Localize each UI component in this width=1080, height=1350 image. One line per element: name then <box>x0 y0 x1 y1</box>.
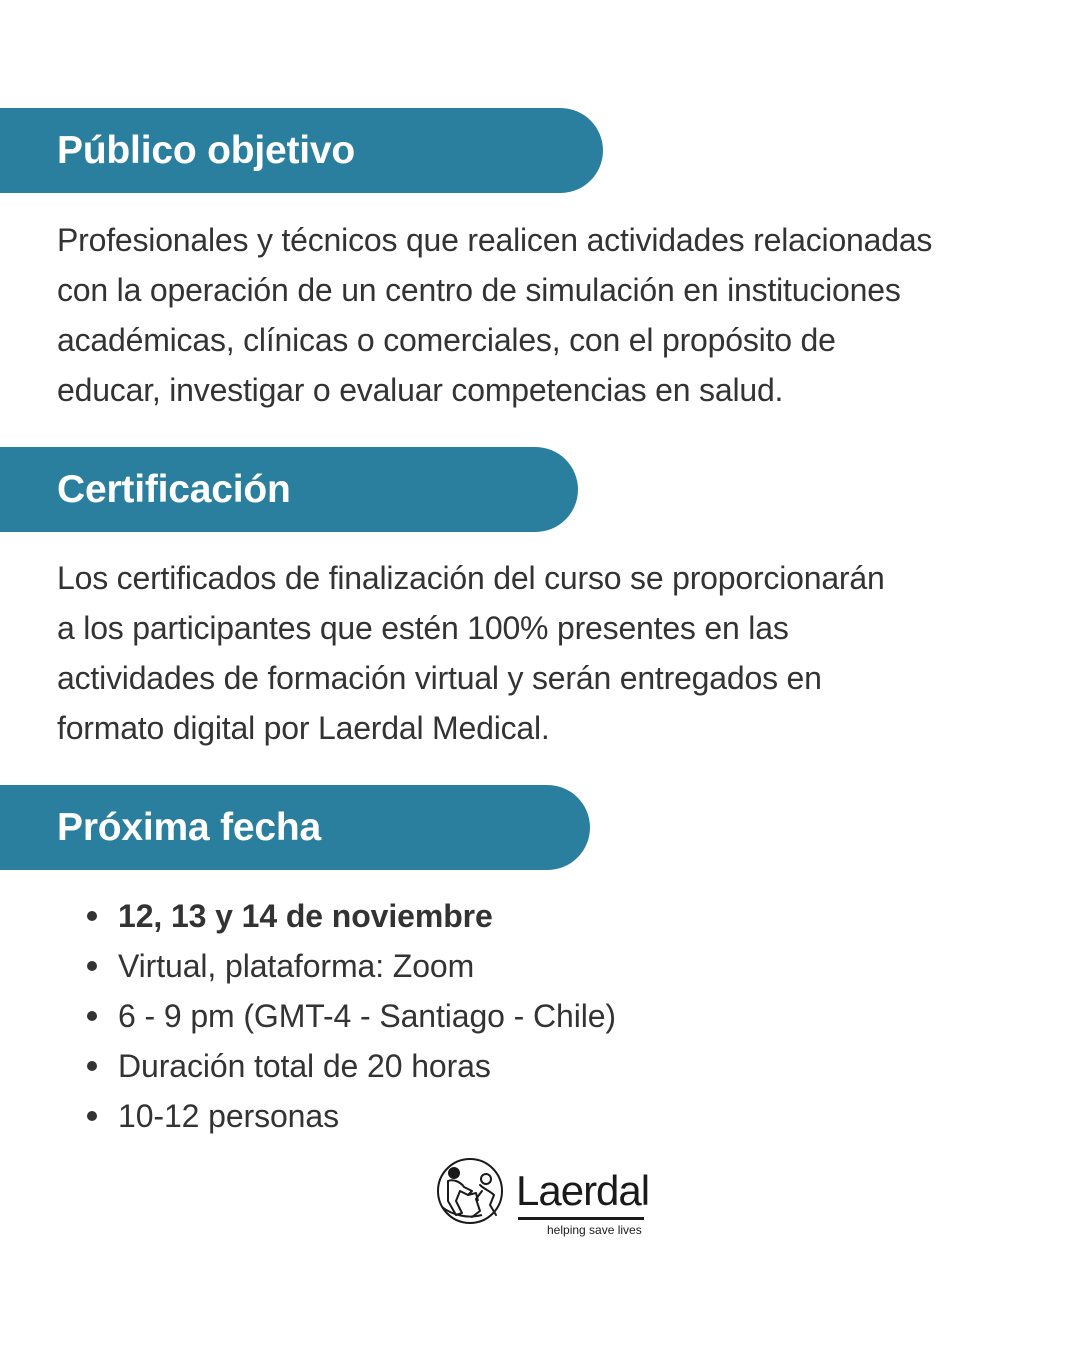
list-item <box>57 891 616 941</box>
laerdal-emblem-icon <box>432 1155 512 1227</box>
paragraph-line: a los participantes que estén 100% presentes en las <box>57 610 789 646</box>
bullet-icon <box>87 1011 97 1021</box>
paragraph-line: educar, investigar o evaluar competencias en salud. <box>57 372 784 408</box>
list-item-text: 12, 13 y 14 de noviembre <box>118 898 493 934</box>
logo-underline <box>518 1217 644 1220</box>
paragraph-line: con la operación de un centro de simulación en instituciones <box>57 272 901 308</box>
bullet-icon <box>87 1061 97 1071</box>
section-header-certificacion <box>0 447 578 532</box>
bullet-icon <box>87 911 97 921</box>
logo-tagline: helping save lives <box>547 1223 642 1237</box>
bullet-icon <box>87 1111 97 1121</box>
section-title: Próxima fecha <box>57 805 322 849</box>
section-header-proxima-fecha <box>0 785 590 870</box>
paragraph-line: actividades de formación virtual y serán entregados en <box>57 660 822 696</box>
list-item <box>57 991 616 1041</box>
list-item <box>57 1091 616 1141</box>
list-item-text: 10-12 personas <box>118 1098 339 1134</box>
list-item <box>57 1041 616 1091</box>
publico-objetivo-text <box>57 215 1047 415</box>
paragraph-line: Los certificados de finalización del curso se proporcionarán <box>57 560 885 596</box>
list-item-text: Virtual, plataforma: Zoom <box>118 948 475 984</box>
list-item-text: Duración total de 20 horas <box>118 1048 491 1084</box>
list-item-text: 6 - 9 pm (GMT-4 - Santiago - Chile) <box>118 998 616 1034</box>
section-title: Certificación <box>57 467 291 511</box>
logo-wordmark: Laerdal <box>516 1167 650 1214</box>
paragraph-line: Profesionales y técnicos que realicen actividades relacionadas <box>57 222 933 258</box>
event-details-list <box>57 891 616 1141</box>
bullet-icon <box>87 961 97 971</box>
section-header-publico-objetivo <box>0 108 603 193</box>
paragraph-line: académicas, clínicas o comerciales, con el propósito de <box>57 322 836 358</box>
list-item <box>57 941 616 991</box>
laerdal-logo <box>432 1155 648 1241</box>
section-title: Público objetivo <box>57 128 355 172</box>
paragraph-line: formato digital por Laerdal Medical. <box>57 710 550 746</box>
certificacion-text <box>57 553 1047 753</box>
